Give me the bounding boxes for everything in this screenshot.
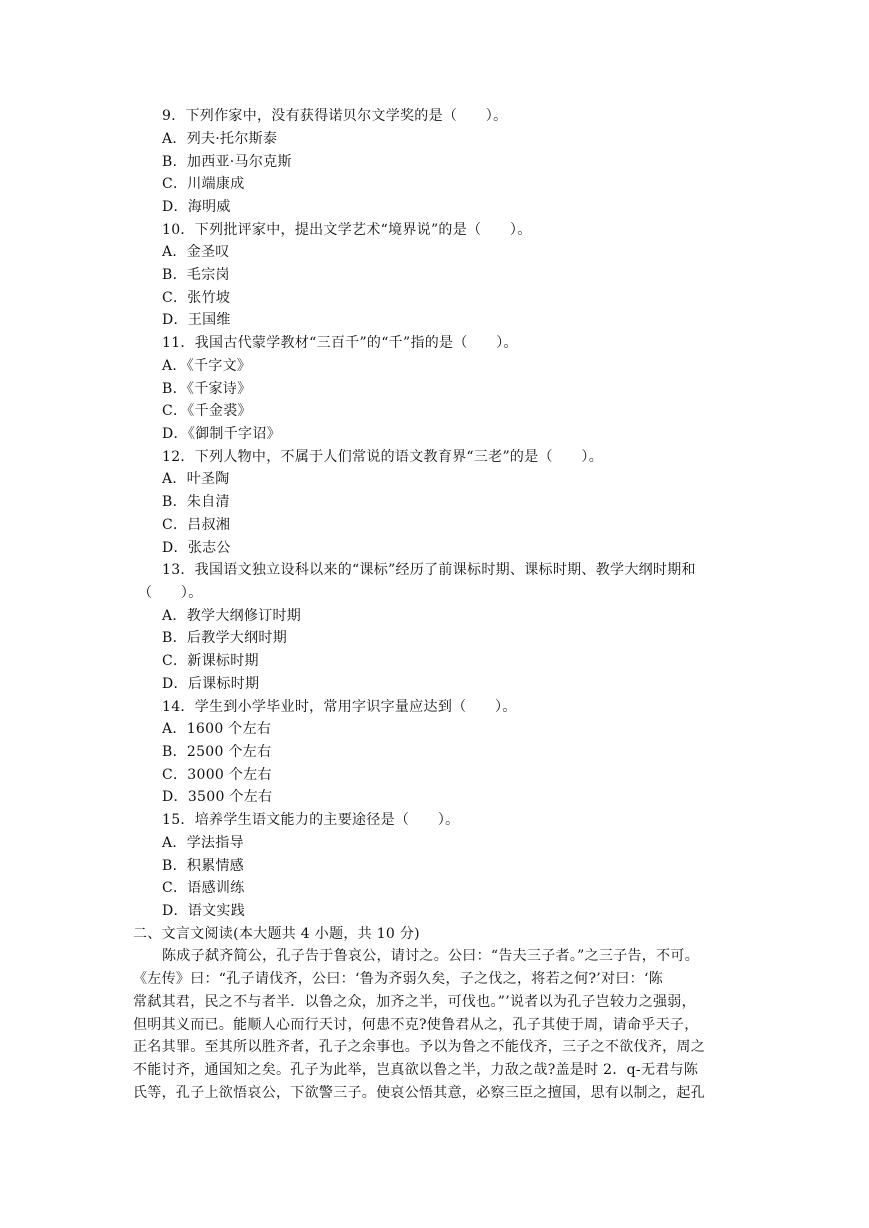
question-13-stem: 13．我国语文独立设科以来的“课标”经历了前课标时期、课标时期、教学大纲时期和 bbox=[162, 562, 696, 578]
passage-line: 氏等，孔子上欲悟哀公，下欲警三子。使哀公悟其意，必察三臣之擅国，思有以制之，起孔 bbox=[133, 1085, 705, 1101]
section-2-heading: 二、文言文阅读(本大题共 4 小题，共 10 分) bbox=[133, 926, 420, 942]
question-11-option-b: B．《千家诗》 bbox=[162, 381, 252, 397]
passage-line: 陈成子弑齐简公，孔子告于鲁哀公，请讨之。公曰：“告夫三子者。”之三子告，不可。 bbox=[162, 948, 700, 964]
question-14-option-c: C．3000 个左右 bbox=[162, 767, 272, 783]
passage-line: 《左传》曰：“孔子请伐齐，公曰：‘鲁为齐弱久矣，子之伐之，将若之何?’对曰：‘陈 bbox=[133, 971, 664, 987]
question-11-option-a: A．《千字文》 bbox=[162, 358, 252, 374]
question-10-option-a: A．金圣叹 bbox=[162, 244, 230, 260]
question-12-option-b: B．朱自清 bbox=[162, 494, 230, 510]
question-10-stem: 10．下列批评家中，提出文学艺术“境界说”的是（ ）。 bbox=[162, 222, 532, 238]
question-12-stem: 12．下列人物中，不属于人们常说的语文教育界“三老”的是（ ）。 bbox=[162, 449, 604, 465]
question-14-option-a: A．1600 个左右 bbox=[162, 721, 272, 737]
question-11-stem: 11．我国古代蒙学教材“三百千”的“千”指的是（ ）。 bbox=[162, 335, 518, 351]
question-12-option-d: D．张志公 bbox=[162, 540, 231, 556]
question-9-option-c: C．川端康成 bbox=[162, 176, 245, 192]
question-12-option-c: C．吕叔湘 bbox=[162, 517, 231, 533]
question-13-stem-continuation: （ ）。 bbox=[138, 585, 203, 601]
question-13-option-c: C．新课标时期 bbox=[162, 653, 259, 669]
question-9-option-a: A．列夫·托尔斯泰 bbox=[162, 131, 278, 147]
question-15-option-b: B．积累情感 bbox=[162, 858, 245, 874]
passage-line: 正名其罪。至其所以胜齐者，孔子之余事也。予以为鲁之不能伐齐，三子之不欲伐齐，周之 bbox=[133, 1039, 705, 1055]
question-14-option-d: D．3500 个左右 bbox=[162, 789, 273, 805]
question-13-option-d: D．后课标时期 bbox=[162, 676, 260, 692]
question-9-option-d: D．海明威 bbox=[162, 199, 231, 215]
question-12-option-a: A．叶圣陶 bbox=[162, 471, 230, 487]
passage-line: 不能讨齐，通国知之矣。孔子为此举，岂真欲以鲁之半，力敌之哉?盖是时 2．q-无君与陈 bbox=[133, 1062, 699, 1078]
question-13-option-b: B．后教学大纲时期 bbox=[162, 630, 287, 646]
question-9-option-b: B．加西亚·马尔克斯 bbox=[162, 154, 292, 170]
question-11-option-c: C．《千金裘》 bbox=[162, 403, 252, 419]
question-10-option-c: C．张竹坡 bbox=[162, 290, 231, 306]
question-15-option-a: A．学法指导 bbox=[162, 835, 244, 851]
question-15-option-c: C．语感训练 bbox=[162, 880, 245, 896]
question-14-stem: 14．学生到小学毕业时，常用字识字量应达到（ ）。 bbox=[162, 699, 517, 715]
question-15-stem: 15．培养学生语文能力的主要途径是（ ）。 bbox=[162, 812, 460, 828]
question-9-stem: 9．下列作家中，没有获得诺贝尔文学奖的是（ ）。 bbox=[162, 108, 508, 124]
question-14-option-b: B．2500 个左右 bbox=[162, 744, 272, 760]
question-10-option-b: B．毛宗岗 bbox=[162, 267, 230, 283]
passage-line: 常弑其君，民之不与者半．以鲁之众，加齐之半，可伐也。”’说者以为孔子岂较力之强弱， bbox=[133, 994, 696, 1010]
question-10-option-d: D．王国维 bbox=[162, 312, 231, 328]
question-11-option-d: D．《御制千字诏》 bbox=[162, 426, 281, 442]
question-13-option-a: A．教学大纲修订时期 bbox=[162, 608, 302, 624]
passage-line: 但明其义而已。能顺人心而行天讨，何患不克?使鲁君从之，孔子其使于周，请命乎天子， bbox=[133, 1017, 699, 1033]
question-15-option-d: D．语文实践 bbox=[162, 903, 246, 919]
